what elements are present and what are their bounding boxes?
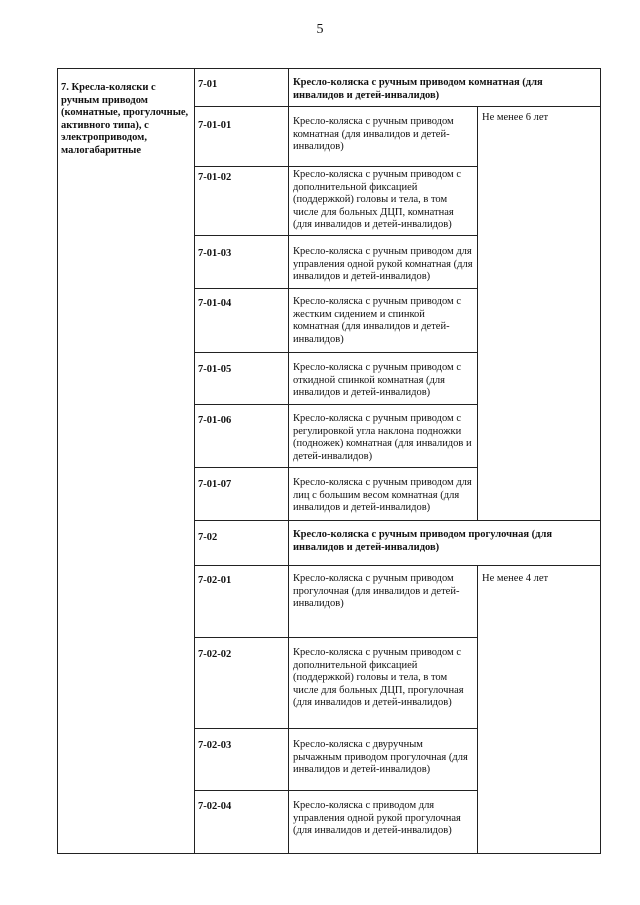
item-name: Кресло-коляска с ручным приводом с регулировкой угла наклона подножки (подножек) комнатная (для инвалидов и детей-инвалидов) (293, 413, 472, 462)
service-life-term: Не менее 4 лет (482, 573, 549, 584)
item-name: Кресло-коляска с ручным приводом комнатная (для инвалидов и детей-инвалидов) (293, 116, 454, 152)
item-code: 7-01-04 (198, 298, 232, 309)
page-number: 5 (316, 22, 324, 37)
group-title: Кресло-коляска с ручным приводом комнатная (для инвалидов и детей-инвалидов) (293, 77, 543, 101)
item-code: 7-01-01 (198, 120, 232, 131)
item-code: 7-01-06 (198, 415, 232, 426)
item-name: Кресло-коляска с ручным приводом с дополнительной фиксацией (поддержкой) головы и тела, в том числе для больных ДЦП, комнатная (для инвалидов и детей-инвалидов) (293, 169, 461, 230)
item-code: 7-01-02 (198, 172, 232, 183)
group-code: 7-01 (198, 79, 218, 90)
category-cell: 7. Кресла-коляски с ручным приводом (комнатные, прогулочные, активного типа), с электроприводом, малогабаритные (61, 82, 189, 156)
item-name: Кресло-коляска с ручным приводом с откидной спинкой комнатная (для инвалидов и детей-инвалидов) (293, 362, 461, 398)
item-name: Кресло-коляска с ручным приводом прогулочная (для инвалидов и детей-инвалидов) (293, 573, 460, 609)
item-name: Кресло-коляска с ручным приводом для лиц с большим весом комнатная (для инвалидов и детей-инвалидов) (293, 477, 472, 513)
item-code: 7-02-01 (198, 575, 232, 586)
group-title: Кресло-коляска с ручным приводом прогулочная (для инвалидов и детей-инвалидов) (293, 529, 553, 553)
item-code: 7-02-02 (198, 649, 232, 660)
item-name: Кресло-коляска с приводом для управления одной рукой прогулочная (для инвалидов и детей-инвалидов) (293, 800, 461, 836)
classification-table (57, 68, 601, 854)
item-code: 7-01-07 (198, 479, 232, 490)
item-code: 7-02-04 (198, 801, 232, 812)
item-name: Кресло-коляска с двуручным рычажным приводом прогулочная (для инвалидов и детей-инвалидов) (293, 739, 468, 775)
group-code: 7-02 (198, 532, 218, 543)
item-code: 7-01-03 (198, 248, 232, 259)
item-code: 7-01-05 (198, 364, 232, 375)
item-name: Кресло-коляска с ручным приводом с жестким сидением и спинкой комнатная (для инвалидов и детей-инвалидов) (293, 296, 461, 345)
item-code: 7-02-03 (198, 740, 232, 751)
item-name: Кресло-коляска с ручным приводом с дополнительной фиксацией (поддержкой) головы и тела, в том числе для больных ДЦП, прогулочная (для инвалидов и детей-инвалидов) (293, 647, 464, 708)
item-name: Кресло-коляска с ручным приводом для управления одной рукой комнатная (для инвалидов и детей-инвалидов) (293, 246, 473, 282)
service-life-term: Не менее 6 лет (482, 112, 549, 123)
